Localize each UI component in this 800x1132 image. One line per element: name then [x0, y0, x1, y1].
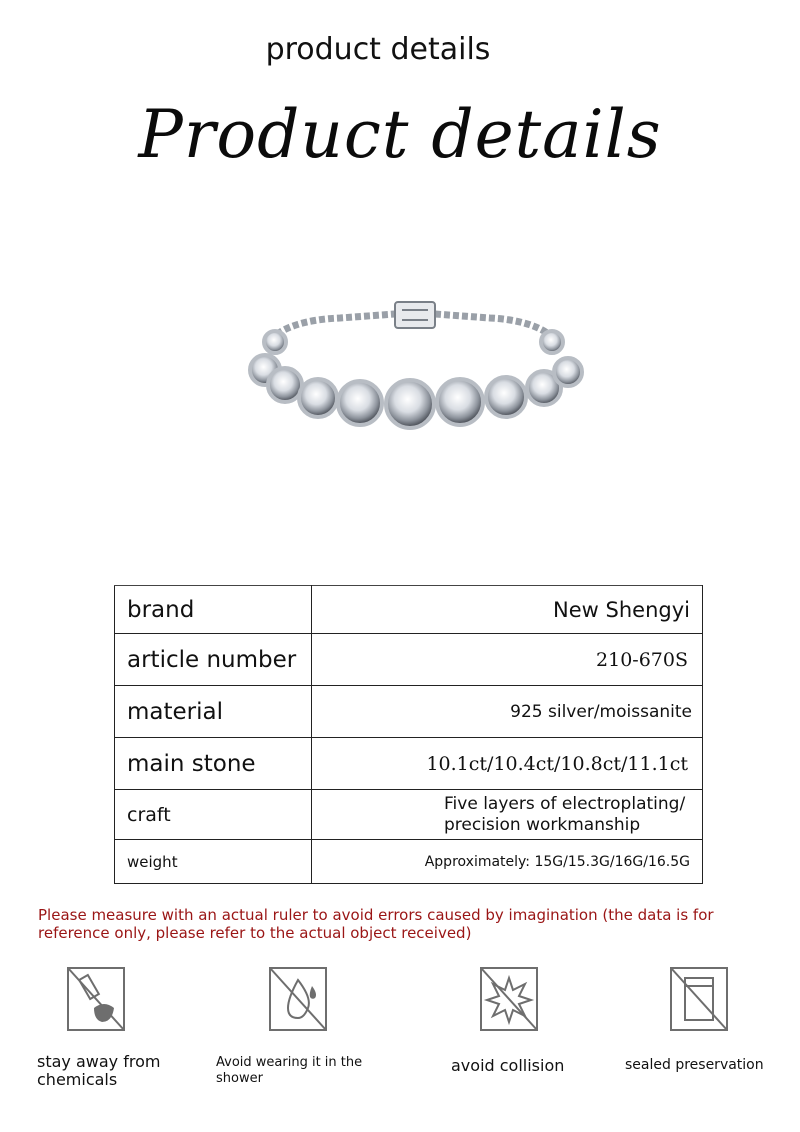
- page-title: Product details: [138, 96, 662, 173]
- table-row: [115, 840, 703, 884]
- spec-label: main stone: [115, 738, 312, 790]
- care-label: Avoid wearing it in the shower: [216, 1055, 363, 1086]
- table-row: [115, 586, 703, 634]
- spec-value: New Shengyi: [312, 586, 703, 634]
- spec-value-line: precision workmanship: [444, 814, 641, 835]
- care-label: sealed preservation: [625, 1057, 764, 1073]
- spec-label: brand: [115, 586, 312, 634]
- table-row: [115, 790, 703, 840]
- spec-value: 210-670S: [312, 634, 703, 686]
- table-row: [115, 634, 703, 686]
- spec-label: article number: [115, 634, 312, 686]
- care-label: stay away from chemicals: [37, 1052, 161, 1089]
- measurement-notice: Please measure with an actual ruler to avoid errors caused by imagination (the data is for reference only, please refer to the actual object received): [38, 906, 714, 942]
- sealed-bag-icon: [669, 966, 729, 1032]
- bracelet-product-image: [230, 280, 600, 460]
- chemicals-icon: [66, 966, 126, 1032]
- spec-value: 925 silver/moissanite: [312, 686, 703, 738]
- care-label: avoid collision: [451, 1056, 565, 1075]
- spec-label: material: [115, 686, 312, 738]
- specs-table: [114, 585, 703, 884]
- shower-icon: [268, 966, 328, 1032]
- spec-value: 10.1ct/10.4ct/10.8ct/11.1ct: [312, 738, 703, 790]
- page-subtitle: product details: [265, 32, 491, 67]
- spec-label: craft: [115, 790, 312, 840]
- spec-label: weight: [115, 840, 312, 884]
- collision-icon: [479, 966, 539, 1032]
- spec-value-line: Five layers of electroplating/: [444, 793, 686, 814]
- table-row: [115, 686, 703, 738]
- spec-value: [312, 790, 703, 840]
- spec-value: Approximately: 15G/15.3G/16G/16.5G: [312, 840, 703, 884]
- table-row: [115, 738, 703, 790]
